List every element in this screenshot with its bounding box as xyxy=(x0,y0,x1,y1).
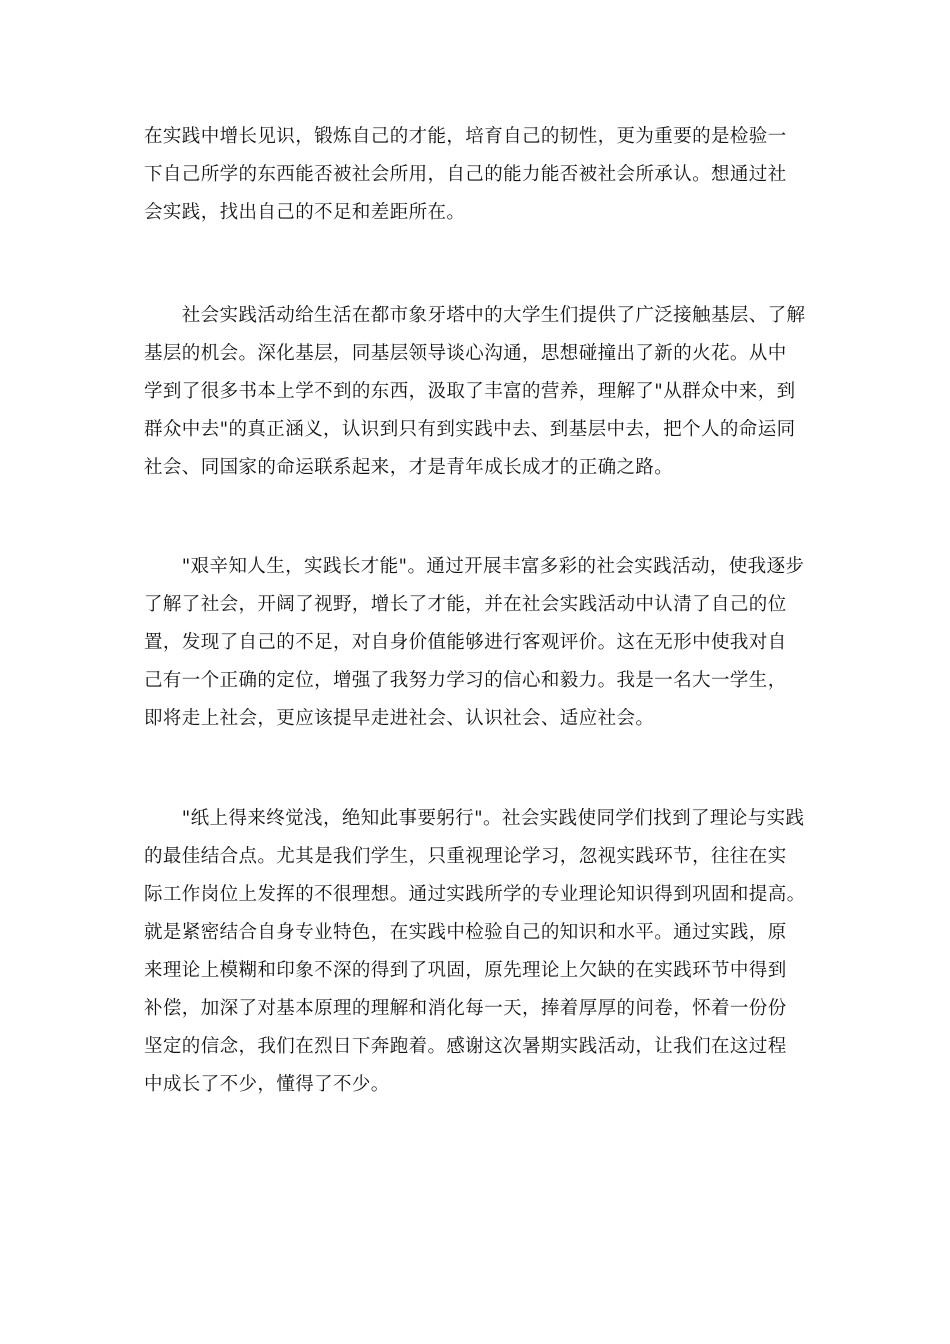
paragraph-line: "纸上得来终觉浅，绝知此事要躬行"。社会实践使同学们找到了理论与实践 xyxy=(144,808,805,829)
paragraph-1 xyxy=(144,118,808,232)
paragraph-line: 下自己所学的东西能否被社会所用，自己的能力能否被社会所承认。想通过社 xyxy=(144,164,787,185)
paragraph-2 xyxy=(144,297,808,487)
paragraph-4 xyxy=(144,800,808,1104)
paragraph-line: 己有一个正确的定位，增强了我努力学习的信心和毅力。我是一名大一学生， xyxy=(144,670,787,691)
paragraph-line: 补偿，加深了对基本原理的理解和消化每一天，捧着厚厚的问卷，怀着一份份 xyxy=(144,998,787,1019)
paragraph-line: 在实践中增长见识，锻炼自己的才能，培育自己的韧性，更为重要的是检验一 xyxy=(144,126,787,147)
paragraph-line: 会实践，找出自己的不足和差距所在。 xyxy=(144,202,466,223)
paragraph-line: 中成长了不少，懂得了不少。 xyxy=(144,1074,390,1095)
paragraph-line: 群众中去"的真正涵义，认识到只有到实践中去、到基层中去，把个人的命运同 xyxy=(144,419,796,440)
paragraph-line: 置，发现了自己的不足，对自身价值能够进行客观评价。这在无形中使我对自 xyxy=(144,632,787,653)
paragraph-line: 坚定的信念，我们在烈日下奔跑着。感谢这次暑期实践活动，让我们在这过程 xyxy=(144,1036,787,1057)
paragraph-line: 来理论上模糊和印象不深的得到了巩固，原先理论上欠缺的在实践环节中得到 xyxy=(144,960,787,981)
paragraph-line: 基层的机会。深化基层，同基层领导谈心沟通，思想碰撞出了新的火花。从中 xyxy=(144,343,787,364)
paragraph-line: 社会实践活动给生活在都市象牙塔中的大学生们提供了广泛接触基层、了解 xyxy=(144,305,806,326)
paragraph-line: 即将走上社会，更应该提早走进社会、认识社会、适应社会。 xyxy=(144,708,655,729)
paragraph-line: "艰辛知人生，实践长才能"。通过开展丰富多彩的社会实践活动，使我逐步 xyxy=(144,556,805,577)
paragraph-line: 社会、同国家的命运联系起来，才是青年成长成才的正确之路。 xyxy=(144,457,674,478)
paragraph-line: 了解了社会，开阔了视野，增长了才能，并在社会实践活动中认清了自己的位 xyxy=(144,594,787,615)
paragraph-3 xyxy=(144,548,808,738)
paragraph-line: 际工作岗位上发挥的不很理想。通过实践所学的专业理论知识得到巩固和提高。 xyxy=(144,884,806,905)
paragraph-line: 学到了很多书本上学不到的东西，汲取了丰富的营养，理解了"从群众中来，到 xyxy=(144,381,796,402)
paragraph-line: 的最佳结合点。尤其是我们学生，只重视理论学习，忽视实践环节，往往在实 xyxy=(144,846,787,867)
paragraph-line: 就是紧密结合自身专业特色，在实践中检验自己的知识和水平。通过实践，原 xyxy=(144,922,787,943)
